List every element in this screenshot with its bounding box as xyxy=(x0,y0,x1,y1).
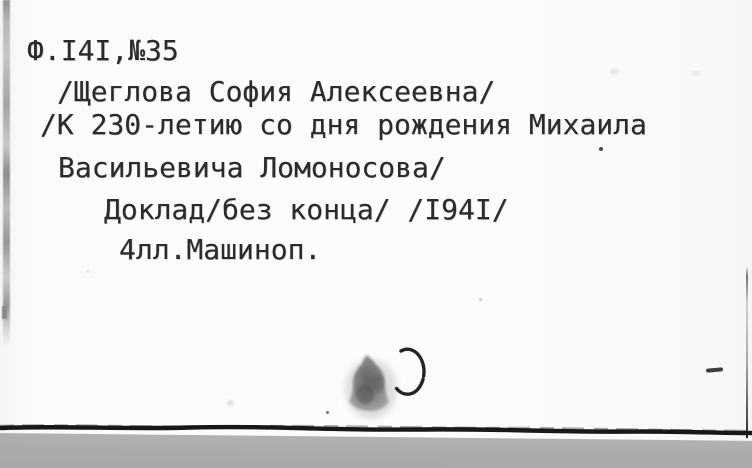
left-edge-smudge xyxy=(2,306,7,319)
faint-smudge xyxy=(610,69,619,74)
faint-smudge xyxy=(692,71,700,76)
line-page-count: 4лл.Машиноп. xyxy=(119,233,322,266)
line-fond-number: Ф.I4I,№35 xyxy=(27,34,179,67)
ink-speck xyxy=(599,147,603,151)
stray-pen-dash xyxy=(706,367,723,372)
pen-circle-mark xyxy=(386,345,430,401)
line-title-part-2: Васильевича Ломоносова/ xyxy=(58,151,446,184)
left-card-edge-shadow xyxy=(3,0,10,346)
line-author: /Щеглова София Алексеевна/ xyxy=(57,75,496,108)
ink-speck xyxy=(326,411,329,414)
line-report-and-year: Доклад/без конца/ /I94I/ xyxy=(104,193,509,226)
right-card-edge-line xyxy=(746,266,748,438)
line-title-part-1: /К 230-летию со дня рождения Михаила xyxy=(40,108,647,141)
faint-smudge xyxy=(227,400,234,406)
faint-smudge xyxy=(86,270,90,273)
ink-speck xyxy=(479,298,482,301)
